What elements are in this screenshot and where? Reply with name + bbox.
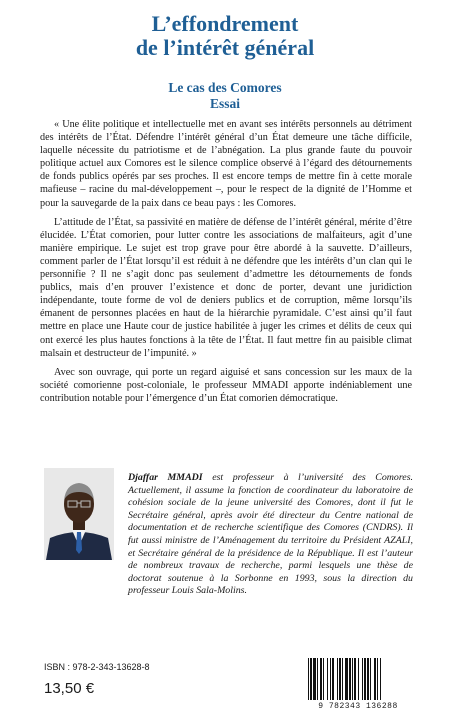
book-genre: Essai xyxy=(209,96,240,111)
barcode-icon xyxy=(300,656,416,702)
book-title-line1: L’effondrement xyxy=(151,11,299,36)
blurb-paragraph-3: Avec son ouvrage, qui porte un regard aiguisé et sans concession sur les maux de la société comorienne post-coloniale, le professeur MMADI apporte indéniablement une contribution notable pour l’émergence d’un État comorien démocratique. xyxy=(40,366,412,404)
barcode xyxy=(300,656,416,710)
book-subtitle: Le cas des Comores xyxy=(168,80,282,95)
author-portrait-icon xyxy=(44,468,114,560)
back-cover-blurb xyxy=(40,118,412,411)
author-name: Djaffar MMADI xyxy=(128,472,203,483)
book-title xyxy=(0,12,450,60)
author-photo xyxy=(44,468,114,560)
blurb-paragraph-1: « Une élite politique et intellectuelle met en avant ses intérêts personnels au détriment des intérêts de l’État. Défendre l’intérêt général d’un État demeure une tâche difficile, laquelle nécessite du patriotisme et de l’abnégation. La plus grande faute du pouvoir politique actuel aux Comores est le silence complice observé à l’égard des détournements de fonds publics opérés par ses proches. Il est encore temps de mettre fin à cette morale mafieuse – racine du mal-développement –, pour le respect de la dignité de l’Homme et pour la sauvegarde de la paix dans ce beau pays : les Comores. xyxy=(40,119,412,209)
barcode-number: 9 782343 136288 xyxy=(318,702,398,711)
book-title-line2: de l’intérêt général xyxy=(135,35,315,60)
blurb-paragraph-2: L’attitude de l’État, sa passivité en matière de défense de l’intérêt général, mérite d’être élucidée. L’État comorien, pour lutter contre les associations de malfaiteurs, agit d’une manière empirique. Le sujet est trop grave pour être abordé à la sauvette. D’ailleurs, comment parler de l’État lorsqu’il est réduit à ne défendre que les intérêts d’un clan qui le personnifie ? Il ne s’agit donc pas seulement d’admettre les détournements de fonds publics, mais d’en prouver l’existence et donc de porter, devant une juridiction indépendante, toute forme de vol de deniers publics et de corruption, même lorsqu’ils émanent de personnes placées en haut de la hiérarchie pyramidale. C’est ainsi qu’il faut mettre en place une Haute cour de justice habilitée à juger les crimes et délits de ceux qui ont exercé les plus hautes fonctions à la tête de l’État. Il faut mettre fin au paisible climat malsain et destructeur de l’impunité. » xyxy=(40,216,412,359)
author-bio xyxy=(128,472,413,598)
price: 13,50 € xyxy=(44,680,95,697)
isbn: ISBN : 978-2-343-13628-8 xyxy=(44,662,150,672)
author-bio-text: est professeur à l’université des Comores. Actuellement, il assume la fonction de coordinateur du laboratoire de cohésion sociale de la jeune université des Comores, dont il fut le Secrétaire général, après avoir été directeur du Centre national de documentation et de recherche scientifique des Comores (CNDRS). Il fut aussi ministre de l’Aménagement du territoire du Président AZALI, et Secrétaire général de la présidence de la République. Il est l’auteur de nombreux travaux de recherche, parmi lesquels une thèse de doctorat soutenue à la Sorbonne en 1993, sous la direction du professeur Louis Sala-Molins. xyxy=(128,472,414,597)
